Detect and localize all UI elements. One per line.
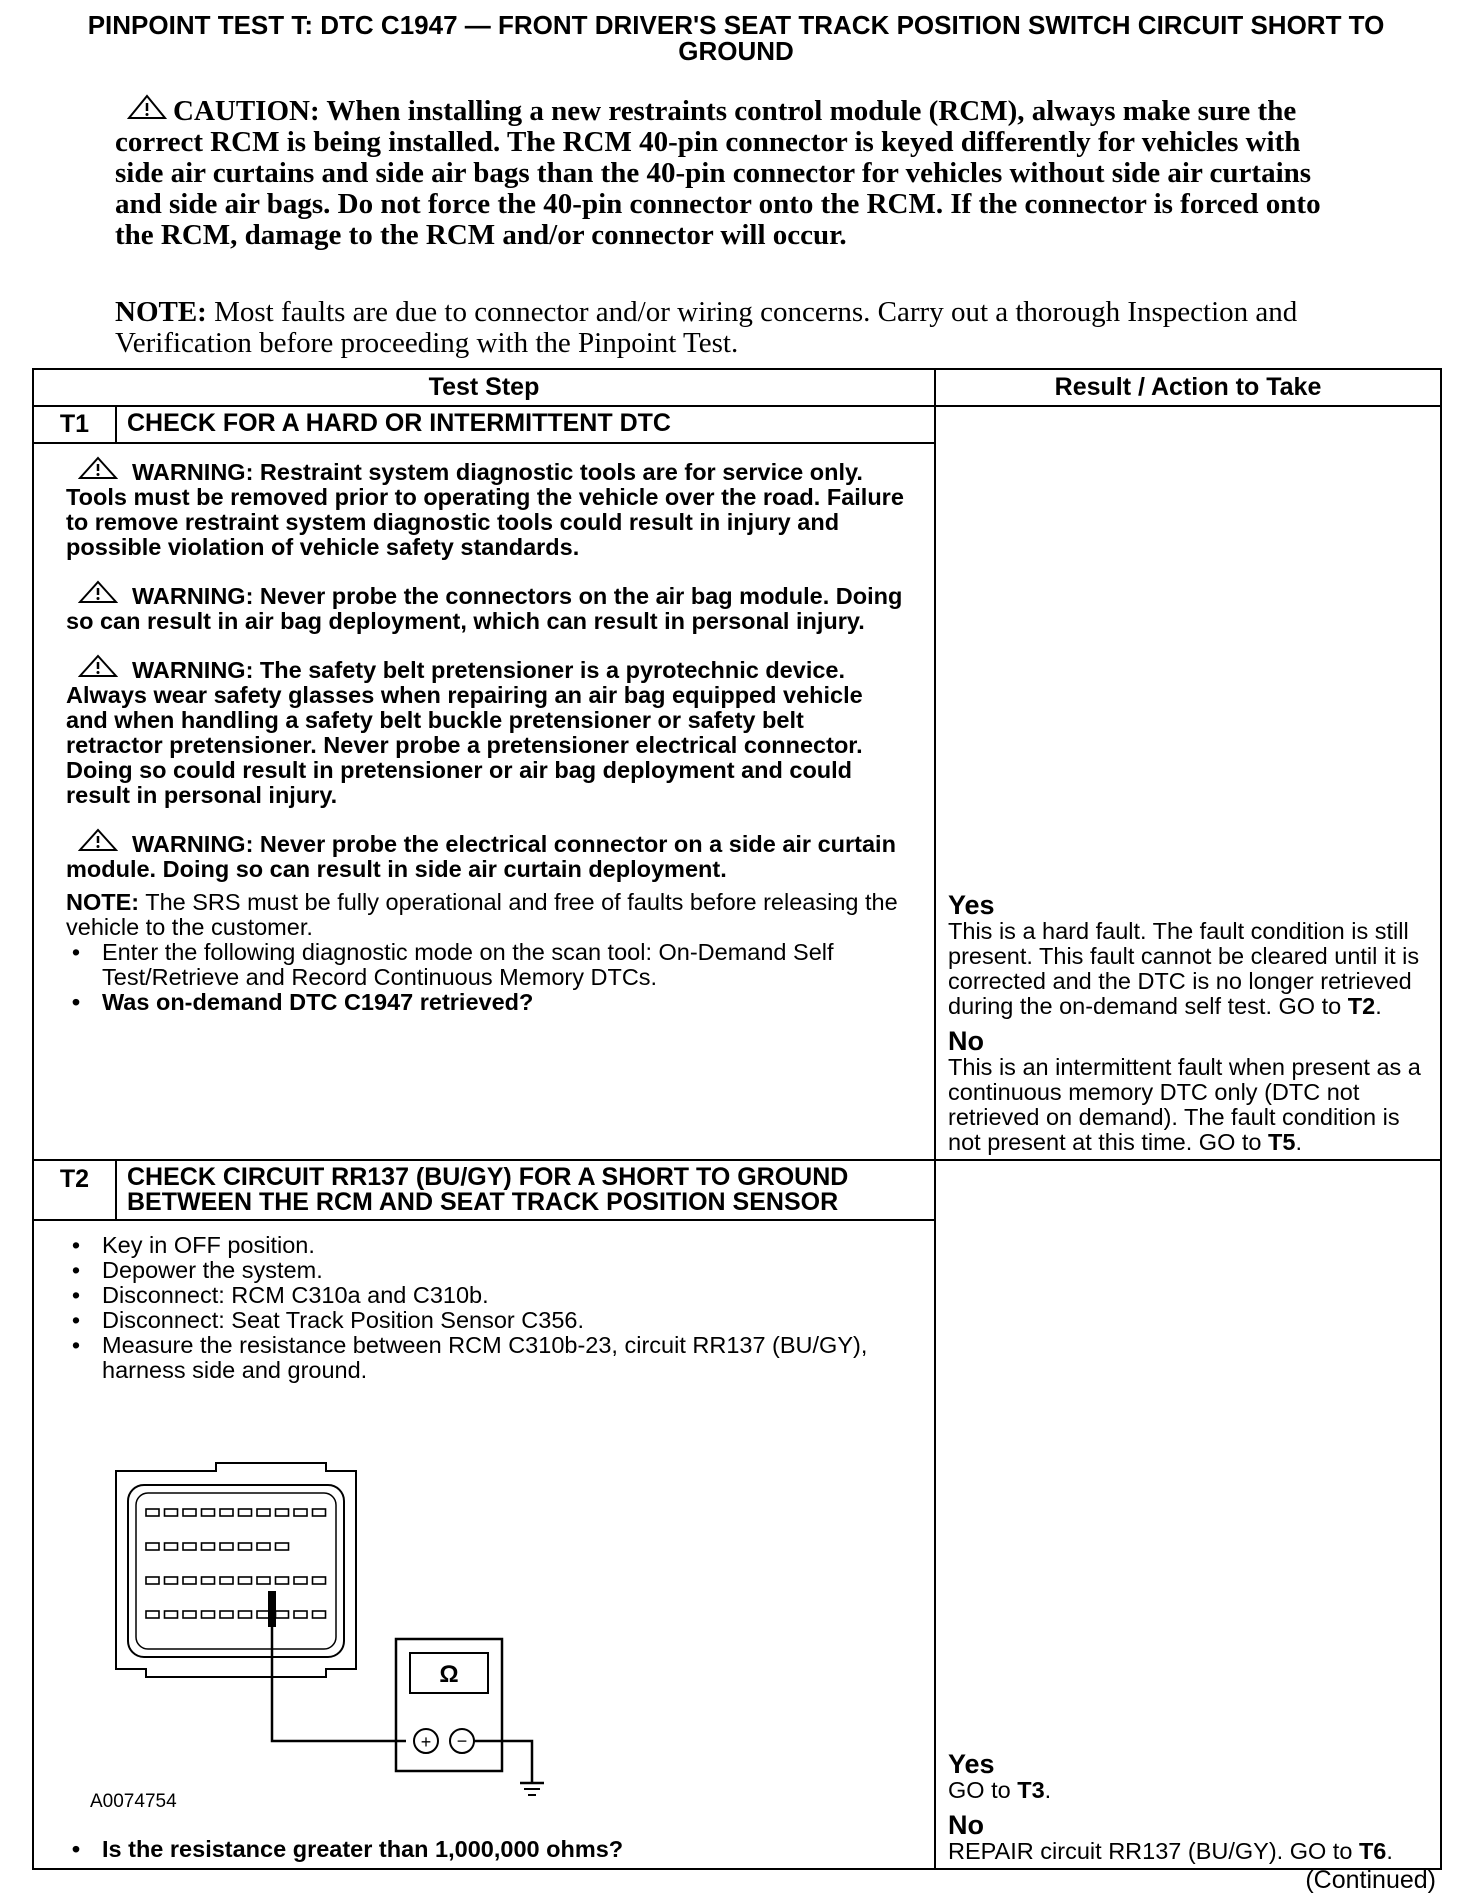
connector-pin	[239, 1543, 252, 1550]
warning-triangle-icon	[78, 828, 118, 852]
t2-bullet-item: • Depower the system.	[102, 1258, 906, 1283]
connector-pin	[276, 1577, 289, 1584]
t2-bullet-list	[66, 1233, 906, 1383]
connector-pin	[257, 1509, 270, 1516]
continued-label: (Continued)	[1305, 1866, 1436, 1894]
step-t1-title: CHECK FOR A HARD OR INTERMITTENT DTC	[116, 406, 935, 443]
connector-pin	[239, 1611, 252, 1618]
t2-bullet-item: • Key in OFF position.	[102, 1233, 906, 1258]
t2-bullet-item: • Measure the resistance between RCM C310b-23, circuit RR137 (BU/GY), harness side and ground.	[102, 1333, 906, 1383]
connector-pin	[220, 1611, 233, 1618]
t2-no-text: REPAIR circuit RR137 (BU/GY). GO to T6.	[948, 1838, 1393, 1864]
t2-bullet-item: • Disconnect: Seat Track Position Sensor C356.	[102, 1308, 906, 1333]
connector-pin	[165, 1577, 178, 1584]
t1-yes-goto: T2	[1347, 993, 1376, 1019]
t2-yes-label: Yes	[948, 1749, 995, 1779]
t1-note: NOTE: The SRS must be fully operational and free of faults before releasing the vehicle to the customer.	[66, 889, 898, 940]
connector-pin	[202, 1509, 215, 1516]
t1-warning-3: WARNING: The safety belt pretensioner is a pyrotechnic device. Always wear safety glasses when repairing an air bag equipped vehicle and when handling a safety belt buckle pretensioner or safety belt retractor pretensioner. Never probe a pretensioner electrical connector. Doing so could result in pretensioner or air bag deployment and could result in personal injury.	[66, 654, 906, 808]
connector-pin	[220, 1509, 233, 1516]
connector-pin	[183, 1611, 196, 1618]
connector-pin	[294, 1509, 307, 1516]
ohmmeter	[396, 1639, 502, 1771]
connector-pin	[220, 1577, 233, 1584]
connector-pin	[276, 1611, 289, 1618]
t2-question-list	[66, 1837, 906, 1862]
connector-pin	[276, 1543, 289, 1550]
caution-text: CAUTION: When installing a new restraints control module (RCM), always make sure the correct RCM is being installed. The RCM 40-pin connector is keyed differently for vehicles with side air curtains and side air bags than the 40-pin connector for vehicles without side air curtains and side air bags. Do not force the 40-pin connector onto the RCM. If the connector is forced onto the RCM, damage to the RCM and/or connector will occur.	[115, 95, 1321, 251]
caution-triangle-icon	[127, 94, 167, 120]
connector-pin	[165, 1611, 178, 1618]
note-block	[115, 297, 1355, 359]
t1-no-goto: T5	[1268, 1129, 1296, 1155]
connector-measurement-figure	[56, 1431, 906, 1811]
step-t2-id: T2	[33, 1160, 116, 1220]
ohm-symbol: Ω	[439, 1661, 459, 1688]
connector-pins	[146, 1509, 326, 1618]
t2-question: • Is the resistance greater than 1,000,000 ohms?	[102, 1837, 906, 1862]
step-t1-body	[33, 443, 935, 1160]
step-t1-title-row	[33, 406, 1441, 443]
t1-warning-1: WARNING: Restraint system diagnostic tools are for service only. Tools must be removed prior to operating the vehicle over the road. Failure to remove restraint system diagnostic tools could result in injury and possible violation of vehicle safety standards.	[66, 456, 906, 560]
connector-outline	[116, 1463, 356, 1677]
connector-pin	[165, 1509, 178, 1516]
table-header-row	[33, 369, 1441, 406]
connector-pin	[313, 1611, 326, 1618]
t2-no-goto: T6	[1358, 1838, 1387, 1864]
t1-warning-4: WARNING: Never probe the electrical connector on a side air curtain module. Doing so can result in side air curtain deployment.	[66, 828, 906, 882]
connector-pin	[257, 1577, 270, 1584]
connector-pin	[257, 1543, 270, 1550]
page-title: PINPOINT TEST T: DTC C1947 — FRONT DRIVER'S SEAT TRACK POSITION SWITCH CIRCUIT SHORT TO GROUND	[87, 10, 1385, 66]
rcm-connector-diagram	[56, 1431, 616, 1811]
step-t2-title: CHECK CIRCUIT RR137 (BU/GY) FOR A SHORT TO GROUND BETWEEN THE RCM AND SEAT TRACK POSITION SENSOR	[116, 1160, 935, 1220]
connector-pin	[146, 1509, 159, 1516]
connector-pin	[183, 1509, 196, 1516]
connector-pin	[202, 1611, 215, 1618]
pinpoint-test-table	[32, 368, 1442, 1870]
step-t1-id: T1	[33, 406, 116, 443]
t2-no-label: No	[948, 1810, 985, 1840]
header-result-action: Result / Action to Take	[935, 369, 1441, 406]
t1-yes-label: Yes	[948, 890, 995, 920]
t1-question: • Was on-demand DTC C1947 retrieved?	[102, 990, 906, 1015]
t1-no-text: This is an intermittent fault when present as a continuous memory DTC only (DTC not retrieved on demand). The fault condition is not present at this time. GO to T5.	[948, 1054, 1421, 1155]
connector-pin	[313, 1577, 326, 1584]
connector-pin	[183, 1543, 196, 1550]
step-t2-title-row	[33, 1160, 1441, 1220]
t2-yes-text: GO to T3.	[948, 1777, 1052, 1803]
connector-pin	[294, 1577, 307, 1584]
connector-pin	[220, 1543, 233, 1550]
caution-block	[115, 94, 1355, 251]
warning-triangle-icon	[78, 456, 118, 480]
connector-pin	[146, 1611, 159, 1618]
connector-face	[128, 1485, 344, 1657]
connector-pin	[294, 1611, 307, 1618]
step-t2-body	[33, 1220, 935, 1869]
connector-pin	[239, 1509, 252, 1516]
figure-code: A0074754	[90, 1791, 177, 1812]
header-test-step: Test Step	[33, 369, 935, 406]
warning-triangle-icon	[78, 654, 118, 678]
minus-symbol: −	[456, 1731, 468, 1751]
note-text: Most faults are due to connector and/or wiring concerns. Carry out a thorough Inspection and Verification before proceeding with the Pinpoint Test.	[115, 296, 1298, 359]
connector-pin	[183, 1577, 196, 1584]
t1-warning-2: WARNING: Never probe the connectors on the air bag module. Doing so can result in air bag deployment, which can result in personal injury.	[66, 580, 906, 634]
note-label: NOTE:	[115, 296, 207, 328]
t1-no-label: No	[948, 1026, 985, 1056]
connector-pin	[313, 1509, 326, 1516]
connector-pin	[146, 1543, 159, 1550]
probe-lead	[272, 1593, 406, 1741]
connector-pin	[165, 1543, 178, 1550]
plus-symbol: +	[420, 1732, 432, 1752]
connector-pin	[146, 1577, 159, 1584]
t1-yes-text: This is a hard fault. The fault condition is still present. This fault cannot be cleared until it is corrected and the DTC is no longer retrieved during the on-demand self test. GO to T2.	[948, 918, 1420, 1019]
connector-pin	[202, 1577, 215, 1584]
connector-pin	[202, 1543, 215, 1550]
t2-bullet-item: • Disconnect: RCM C310a and C310b.	[102, 1283, 906, 1308]
t1-bullet-list	[66, 940, 906, 1015]
step-t1-result	[935, 406, 1441, 1160]
t2-yes-goto: T3	[1017, 1777, 1045, 1803]
connector-pin	[276, 1509, 289, 1516]
step-t2-result	[935, 1160, 1441, 1869]
connector-pin	[239, 1577, 252, 1584]
probe-tip	[268, 1591, 276, 1627]
warning-triangle-icon	[78, 580, 118, 604]
t1-bullet-item: • Enter the following diagnostic mode on the scan tool: On-Demand Self Test/Retrieve and Record Continuous Memory DTCs.	[102, 940, 906, 990]
